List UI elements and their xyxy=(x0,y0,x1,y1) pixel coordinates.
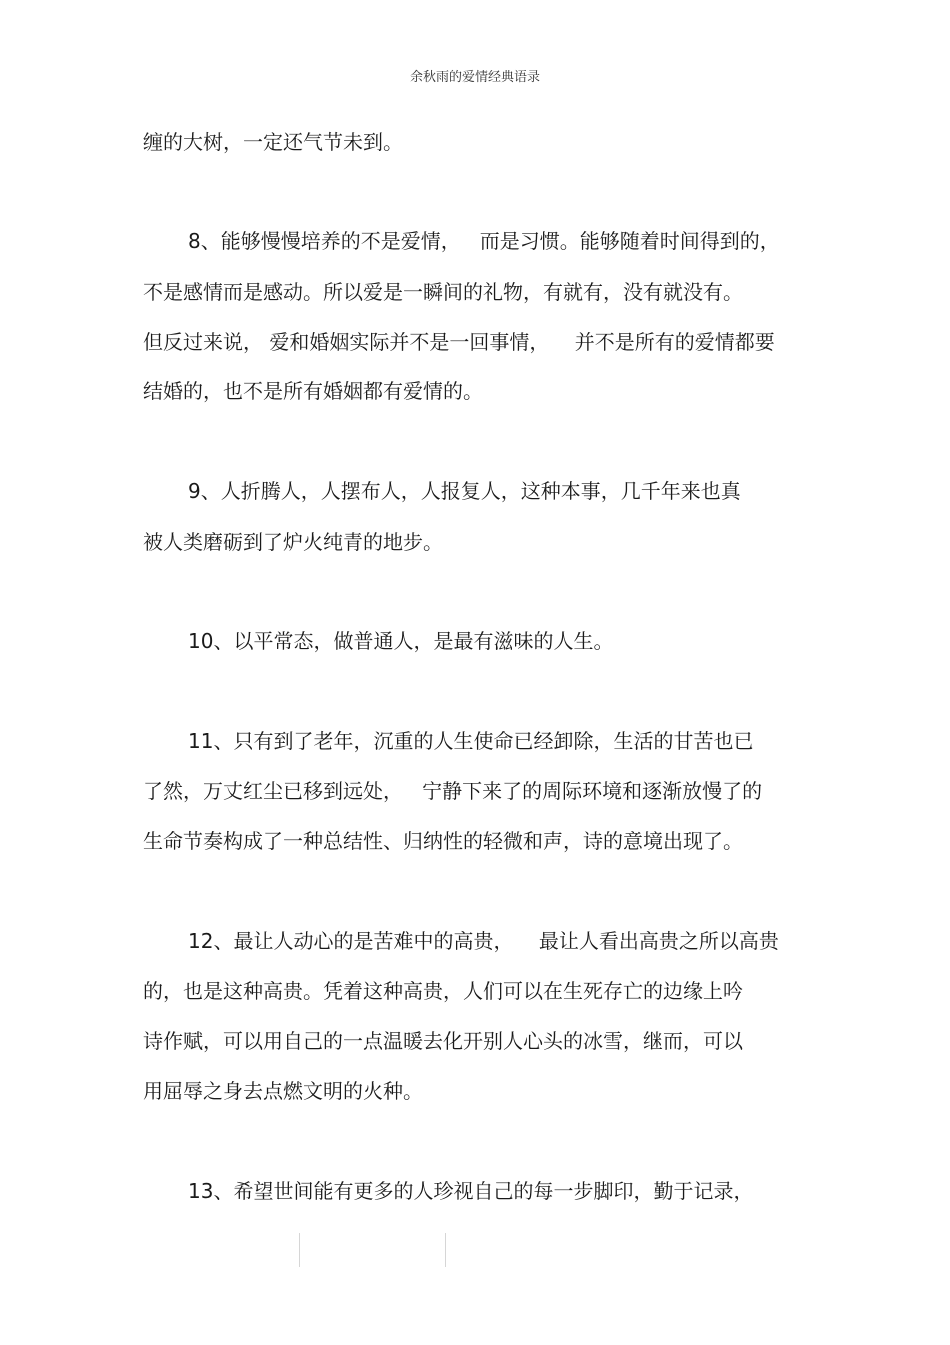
divider-line xyxy=(299,1233,300,1267)
text-line: 不是感情而是感动。所以爱是一瞬间的礼物，有就有，没有就没有。 xyxy=(143,280,743,304)
text-line: 生命节奏构成了一种总结性、归纳性的轻微和声，诗的意境出现了。 xyxy=(143,829,743,853)
text-line: 9、人折腾人，人摆布人，人报复人，这种本事，几千年来也真 xyxy=(188,479,741,503)
text-line: 缠的大树，一定还气节未到。 xyxy=(143,130,403,154)
text-line: 13、希望世间能有更多的人珍视自己的每一步脚印，勤于记录， xyxy=(188,1179,754,1203)
text-line: 但反过来说， 爱和婚姻实际并不是一回事情， 并不是所有的爱情都要 xyxy=(143,330,775,354)
text-line: 用屈辱之身去点燃文明的火种。 xyxy=(143,1079,423,1103)
text-line: 的，也是这种高贵。凭着这种高贵，人们可以在生死存亡的边缘上吟 xyxy=(143,979,743,1003)
page-header-title: 余秋雨的爱情经典语录 xyxy=(409,70,540,85)
text-line: 诗作赋，可以用自己的一点温暖去化开别人心头的冰雪，继而，可以 xyxy=(143,1029,743,1053)
text-line: 12、最让人动心的是苦难中的高贵， 最让人看出高贵之所以高贵 xyxy=(188,929,779,953)
text-line: 结婚的，也不是所有婚姻都有爱情的。 xyxy=(143,379,483,403)
text-line: 了然，万丈红尘已移到远处， 宁静下来了的周际环境和逐渐放慢了的 xyxy=(143,779,763,803)
text-line: 8、能够慢慢培养的不是爱情， 而是习惯。能够随着时间得到的， xyxy=(188,229,780,253)
text-line: 10、以平常态，做普通人，是最有滋味的人生。 xyxy=(188,629,614,653)
text-line: 被人类磨砺到了炉火纯青的地步。 xyxy=(143,530,443,554)
text-line: 11、只有到了老年，沉重的人生使命已经卸除，生活的甘苦也已 xyxy=(188,729,754,753)
divider-line xyxy=(445,1233,446,1267)
